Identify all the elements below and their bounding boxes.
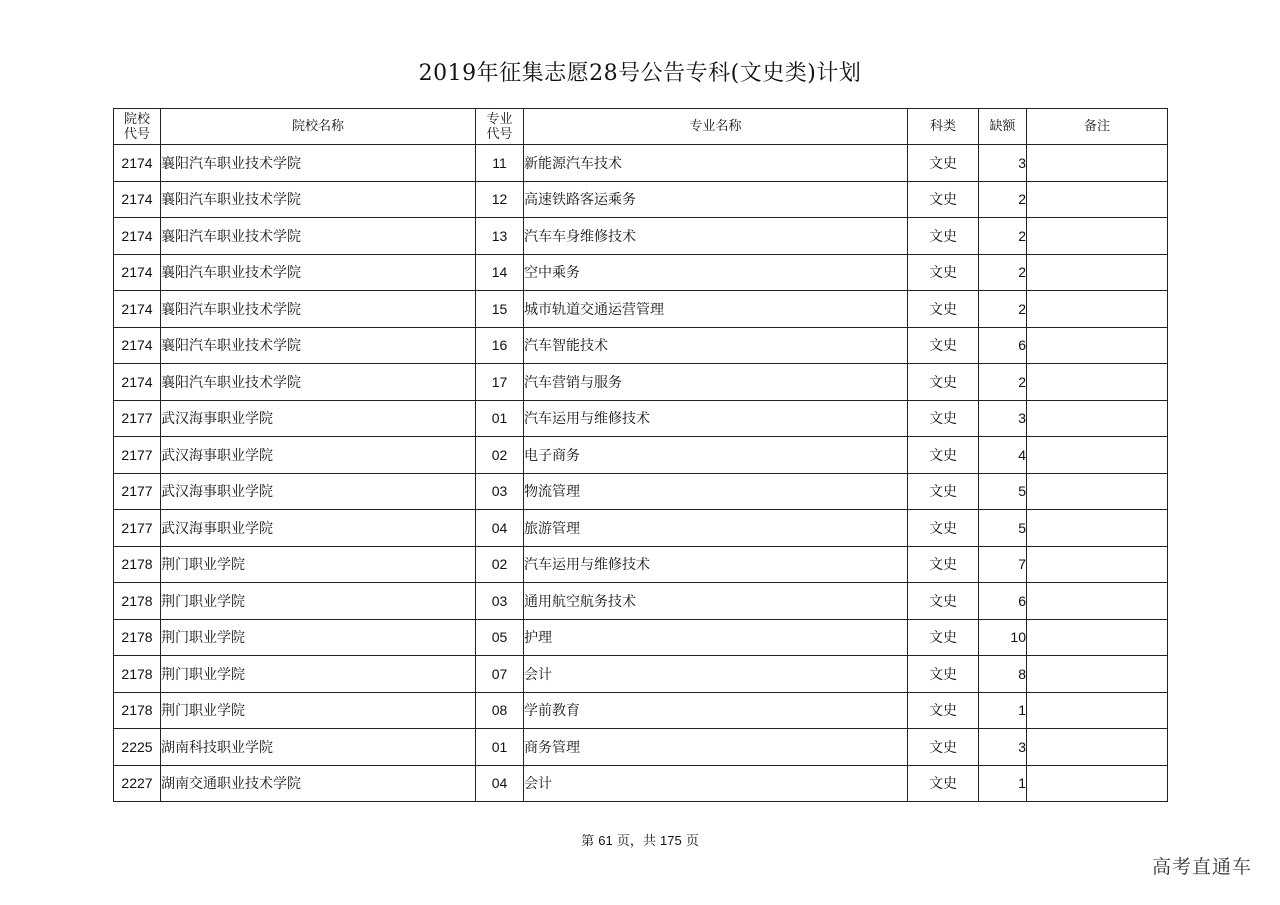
- cell-school-name: 襄阳汽车职业技术学院: [161, 327, 476, 364]
- cell-category: 文史: [908, 619, 979, 656]
- cell-note: [1027, 473, 1168, 510]
- cell-school-code: 2177: [114, 400, 161, 437]
- cell-school-name: 武汉海事职业学院: [161, 400, 476, 437]
- cell-note: [1027, 729, 1168, 766]
- cell-quota: 3: [979, 400, 1027, 437]
- cell-school-name: 襄阳汽车职业技术学院: [161, 291, 476, 328]
- cell-school-name: 襄阳汽车职业技术学院: [161, 364, 476, 401]
- cell-note: [1027, 218, 1168, 255]
- cell-note: [1027, 437, 1168, 474]
- table-header-row: [114, 109, 1168, 145]
- cell-quota: 1: [979, 765, 1027, 802]
- cell-note: [1027, 546, 1168, 583]
- table-row: [114, 327, 1168, 364]
- cell-major-name: 汽车智能技术: [524, 327, 908, 364]
- cell-major-code: 03: [476, 583, 524, 620]
- cell-major-name: 高速铁路客运乘务: [524, 181, 908, 218]
- cell-school-code: 2178: [114, 656, 161, 693]
- cell-quota: 2: [979, 291, 1027, 328]
- cell-school-code: 2177: [114, 437, 161, 474]
- cell-major-name: 学前教育: [524, 692, 908, 729]
- header-category: 科类: [908, 109, 979, 145]
- cell-quota: 3: [979, 729, 1027, 766]
- cell-category: 文史: [908, 327, 979, 364]
- footer-total-pages: 175: [660, 833, 682, 848]
- cell-quota: 8: [979, 656, 1027, 693]
- cell-school-name: 荆门职业学院: [161, 692, 476, 729]
- cell-major-code: 07: [476, 656, 524, 693]
- cell-major-name: 电子商务: [524, 437, 908, 474]
- cell-major-name: 护理: [524, 619, 908, 656]
- cell-major-code: 02: [476, 546, 524, 583]
- cell-major-code: 15: [476, 291, 524, 328]
- header-school-name: 院校名称: [161, 109, 476, 145]
- cell-school-name: 襄阳汽车职业技术学院: [161, 254, 476, 291]
- cell-school-name: 荆门职业学院: [161, 619, 476, 656]
- table-row: [114, 218, 1168, 255]
- cell-major-name: 会计: [524, 765, 908, 802]
- cell-major-name: 会计: [524, 656, 908, 693]
- footer-middle: 页，共: [616, 834, 656, 849]
- cell-major-name: 新能源汽车技术: [524, 145, 908, 182]
- cell-school-code: 2178: [114, 619, 161, 656]
- header-note: 备注: [1027, 109, 1168, 145]
- header-major-name: 专业名称: [524, 109, 908, 145]
- table-row: [114, 437, 1168, 474]
- cell-school-code: 2174: [114, 327, 161, 364]
- cell-major-code: 02: [476, 437, 524, 474]
- cell-category: 文史: [908, 400, 979, 437]
- table-row: [114, 473, 1168, 510]
- cell-major-code: 11: [476, 145, 524, 182]
- page-footer: [0, 830, 1280, 849]
- cell-category: 文史: [908, 218, 979, 255]
- cell-major-name: 旅游管理: [524, 510, 908, 547]
- cell-note: [1027, 181, 1168, 218]
- cell-school-code: 2178: [114, 583, 161, 620]
- table-row: [114, 364, 1168, 401]
- footer-page-number: 61: [598, 833, 613, 848]
- table-row: [114, 765, 1168, 802]
- cell-category: 文史: [908, 546, 979, 583]
- cell-school-name: 荆门职业学院: [161, 546, 476, 583]
- cell-major-code: 16: [476, 327, 524, 364]
- cell-category: 文史: [908, 364, 979, 401]
- cell-category: 文史: [908, 437, 979, 474]
- cell-note: [1027, 510, 1168, 547]
- cell-category: 文史: [908, 145, 979, 182]
- cell-note: [1027, 619, 1168, 656]
- cell-note: [1027, 145, 1168, 182]
- cell-major-name: 汽车车身维修技术: [524, 218, 908, 255]
- cell-quota: 2: [979, 254, 1027, 291]
- cell-category: 文史: [908, 583, 979, 620]
- cell-school-code: 2178: [114, 546, 161, 583]
- watermark: 高考直通车: [1151, 856, 1252, 878]
- cell-category: 文史: [908, 181, 979, 218]
- cell-major-name: 物流管理: [524, 473, 908, 510]
- cell-major-code: 03: [476, 473, 524, 510]
- cell-major-code: 17: [476, 364, 524, 401]
- cell-note: [1027, 583, 1168, 620]
- cell-major-code: 12: [476, 181, 524, 218]
- cell-note: [1027, 254, 1168, 291]
- cell-note: [1027, 400, 1168, 437]
- table-row: [114, 510, 1168, 547]
- cell-category: 文史: [908, 473, 979, 510]
- cell-category: 文史: [908, 510, 979, 547]
- cell-major-name: 汽车运用与维修技术: [524, 546, 908, 583]
- cell-major-code: 08: [476, 692, 524, 729]
- cell-note: [1027, 765, 1168, 802]
- cell-school-name: 襄阳汽车职业技术学院: [161, 218, 476, 255]
- table-row: [114, 619, 1168, 656]
- cell-quota: 10: [979, 619, 1027, 656]
- cell-quota: 1: [979, 692, 1027, 729]
- cell-school-name: 荆门职业学院: [161, 583, 476, 620]
- cell-school-name: 襄阳汽车职业技术学院: [161, 145, 476, 182]
- cell-major-code: 01: [476, 400, 524, 437]
- cell-quota: 5: [979, 473, 1027, 510]
- cell-school-code: 2227: [114, 765, 161, 802]
- cell-school-name: 武汉海事职业学院: [161, 510, 476, 547]
- table-row: [114, 254, 1168, 291]
- cell-school-code: 2174: [114, 145, 161, 182]
- cell-major-name: 通用航空航务技术: [524, 583, 908, 620]
- header-major-code: 专业 代号: [476, 109, 524, 145]
- cell-category: 文史: [908, 656, 979, 693]
- table-row: [114, 291, 1168, 328]
- cell-school-name: 湖南科技职业学院: [161, 729, 476, 766]
- footer-suffix: 页: [685, 834, 699, 849]
- cell-school-code: 2178: [114, 692, 161, 729]
- cell-school-name: 武汉海事职业学院: [161, 437, 476, 474]
- cell-category: 文史: [908, 765, 979, 802]
- cell-quota: 3: [979, 145, 1027, 182]
- cell-major-name: 城市轨道交通运营管理: [524, 291, 908, 328]
- cell-major-code: 05: [476, 619, 524, 656]
- cell-quota: 4: [979, 437, 1027, 474]
- cell-major-name: 汽车运用与维修技术: [524, 400, 908, 437]
- cell-quota: 7: [979, 546, 1027, 583]
- cell-note: [1027, 656, 1168, 693]
- cell-major-code: 01: [476, 729, 524, 766]
- cell-school-code: 2225: [114, 729, 161, 766]
- cell-quota: 2: [979, 218, 1027, 255]
- cell-note: [1027, 291, 1168, 328]
- cell-major-name: 商务管理: [524, 729, 908, 766]
- cell-school-code: 2174: [114, 181, 161, 218]
- cell-school-code: 2177: [114, 473, 161, 510]
- cell-note: [1027, 692, 1168, 729]
- cell-school-name: 荆门职业学院: [161, 656, 476, 693]
- cell-category: 文史: [908, 254, 979, 291]
- header-quota: 缺额: [979, 109, 1027, 145]
- cell-major-code: 04: [476, 510, 524, 547]
- cell-school-code: 2177: [114, 510, 161, 547]
- table-row: [114, 400, 1168, 437]
- header-school-code: 院校 代号: [114, 109, 161, 145]
- table-row: [114, 181, 1168, 218]
- cell-school-code: 2174: [114, 218, 161, 255]
- cell-major-code: 13: [476, 218, 524, 255]
- table-row: [114, 692, 1168, 729]
- cell-quota: 6: [979, 583, 1027, 620]
- table-row: [114, 656, 1168, 693]
- cell-major-code: 14: [476, 254, 524, 291]
- cell-major-code: 04: [476, 765, 524, 802]
- cell-school-code: 2174: [114, 364, 161, 401]
- cell-school-name: 襄阳汽车职业技术学院: [161, 181, 476, 218]
- table-row: [114, 145, 1168, 182]
- cell-note: [1027, 364, 1168, 401]
- cell-note: [1027, 327, 1168, 364]
- cell-quota: 2: [979, 181, 1027, 218]
- plan-table: [113, 108, 1168, 802]
- cell-school-name: 武汉海事职业学院: [161, 473, 476, 510]
- footer-prefix: 第: [581, 834, 595, 849]
- cell-category: 文史: [908, 291, 979, 328]
- cell-major-name: 空中乘务: [524, 254, 908, 291]
- cell-school-code: 2174: [114, 291, 161, 328]
- cell-quota: 5: [979, 510, 1027, 547]
- cell-school-name: 湖南交通职业技术学院: [161, 765, 476, 802]
- cell-major-name: 汽车营销与服务: [524, 364, 908, 401]
- table-row: [114, 546, 1168, 583]
- table-row: [114, 729, 1168, 766]
- cell-category: 文史: [908, 729, 979, 766]
- page-title: 2019年征集志愿28号公告专科(文史类)计划: [418, 61, 862, 86]
- cell-category: 文史: [908, 692, 979, 729]
- cell-quota: 2: [979, 364, 1027, 401]
- cell-school-code: 2174: [114, 254, 161, 291]
- cell-quota: 6: [979, 327, 1027, 364]
- table-row: [114, 583, 1168, 620]
